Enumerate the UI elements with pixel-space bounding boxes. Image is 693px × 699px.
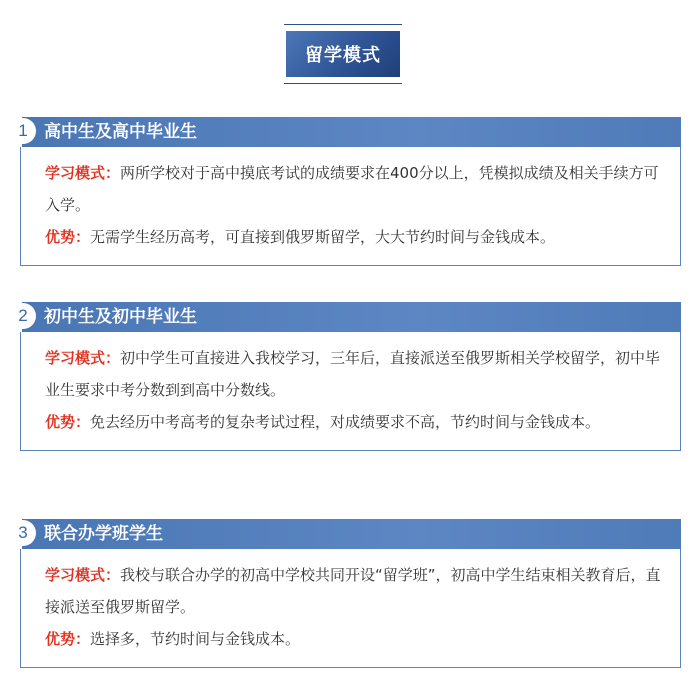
advantage-label: 优势： (45, 228, 91, 246)
advantage-paragraph (45, 623, 666, 655)
study-mode-paragraph (45, 157, 666, 221)
study-mode-label: 学习模式： (45, 349, 121, 367)
advantage-text: 选择多，节约时间与金钱成本。 (90, 630, 301, 648)
section-body (20, 332, 681, 451)
section-body (20, 549, 681, 668)
section-number: 1 (10, 118, 36, 144)
section-number: 3 (10, 520, 36, 546)
page-title: 留学模式 (286, 31, 400, 77)
study-mode-label: 学习模式： (45, 566, 121, 584)
advantage-paragraph (45, 221, 666, 253)
study-mode-text: 初中学生可直接进入我校学习，三年后，直接派送至俄罗斯相关学校留学，初中毕业生要求中考分数到到高中分数线。 (45, 349, 661, 399)
section-body (20, 147, 681, 266)
study-mode-paragraph (45, 559, 666, 623)
section-title: 高中生及高中毕业生 (44, 122, 197, 142)
page-title-frame (284, 24, 402, 84)
advantage-text: 免去经历中考高考的复杂考试过程，对成绩要求不高，节约时间与金钱成本。 (90, 413, 601, 431)
section-high-school (14, 117, 681, 266)
section-header (14, 117, 681, 147)
advantage-paragraph (45, 406, 666, 438)
section-middle-school (14, 302, 681, 451)
advantage-text: 无需学生经历高考，可直接到俄罗斯留学，大大节约时间与金钱成本。 (90, 228, 556, 246)
section-header (14, 302, 681, 332)
study-mode-label: 学习模式： (45, 164, 121, 182)
advantage-label: 优势： (45, 630, 91, 648)
study-mode-text: 我校与联合办学的初高中学校共同开设“留学班”，初高中学生结束相关教育后，直接派送至俄罗斯留学。 (45, 566, 661, 616)
section-title: 初中生及初中毕业生 (44, 307, 197, 327)
section-header (14, 519, 681, 549)
study-mode-text: 两所学校对于高中摸底考试的成绩要求在400分以上，凭模拟成绩及相关手续方可入学。 (45, 164, 659, 214)
section-number: 2 (10, 303, 36, 329)
study-mode-paragraph (45, 342, 666, 406)
section-joint-program (14, 519, 681, 668)
section-title: 联合办学班学生 (44, 524, 163, 544)
advantage-label: 优势： (45, 413, 91, 431)
